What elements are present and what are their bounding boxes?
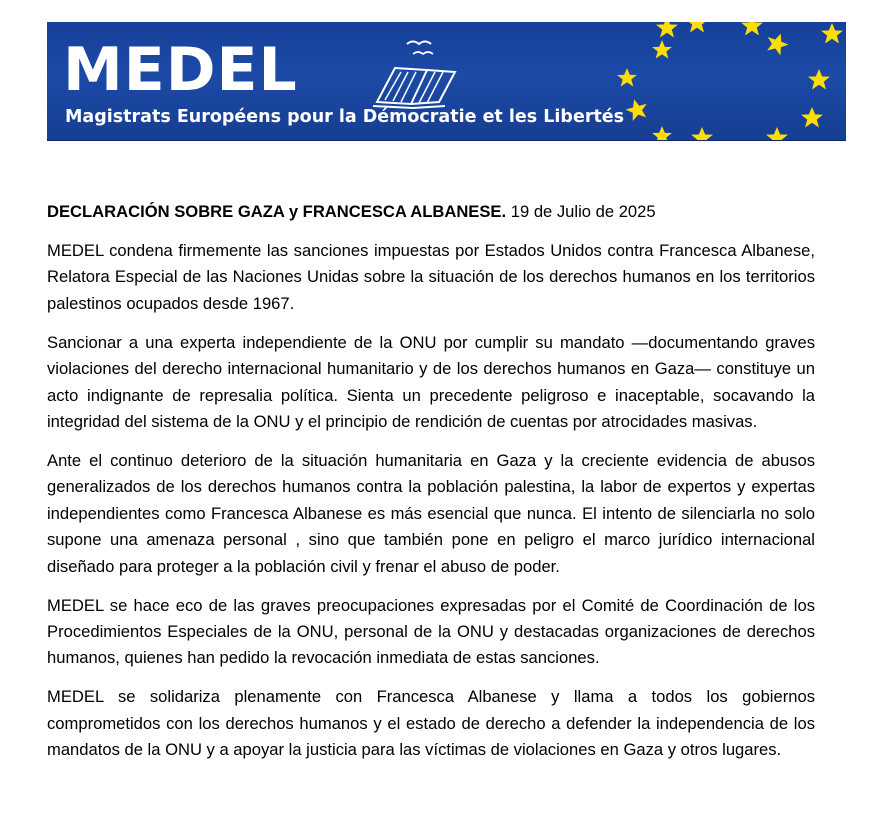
medel-tagline: Magistrats Européens pour la Démocratie et les Libertés xyxy=(65,107,625,127)
paragraph-concerns: MEDEL se hace eco de las graves preocupaciones expresadas por el Comité de Coordinación de los Procedimientos Especiales de la ONU, personal de la ONU y destacadas organizaciones de derechos humanos, quienes han pedido la revocación inmediata de estas sanciones. xyxy=(47,595,815,668)
open-book-birds-icon xyxy=(327,30,477,110)
headline-date: 19 de Julio de 2025 xyxy=(510,202,656,221)
headline-title: DECLARACIÓN SOBRE GAZA y FRANCESCA ALBANESE. xyxy=(47,202,507,221)
headline xyxy=(47,199,815,225)
medel-banner xyxy=(47,22,846,141)
paragraph-solidarity: MEDEL se solidariza plenamente con Francesca Albanese y llama a todos los gobiernos comprometidos con los derechos humanos y el estado de derecho a defender la independencia de los mandatos de la ONU y a apoyar la justicia para las víctimas de violaciones en Gaza y otros lugares. xyxy=(47,687,815,760)
paragraph-condemnation: MEDEL condena firmemente las sanciones impuestas por Estados Unidos contra Francesca Albanese, Relatora Especial de las Naciones Unidas sobre la situación de los derechos humanos en los territorios palestinos ocupados desde 1967. xyxy=(47,241,815,313)
medel-logo-text: MEDEL xyxy=(63,35,298,105)
statement-body xyxy=(47,199,815,776)
paragraph-humanitarian: Ante el continuo deterioro de la situación humanitaria en Gaza y la creciente evidencia de abusos generalizados de los derechos humanos contra la población palestina, la labor de expertos y expertas independientes como Francesca Albanese es más esencial que nunca. El intento de silenciarla no solo supone una amenaza personal , sino que también pone en peligro el marco jurídico internacional diseñado para proteger a la población civil y frenar el abuso de poder. xyxy=(47,451,815,576)
paragraph-retaliation: Sancionar a una experta independiente de la ONU por cumplir su mandato —documentando graves violaciones del derecho internacional humanitario y de los derechos humanos en Gaza— constituye un acto indignante de represalia política. Sienta un precedente peligroso e inaceptable, socavando la integridad del sistema de la ONU y el principio de rendición de cuentas por atrocidades masivas. xyxy=(47,332,815,432)
eu-stars-icon xyxy=(577,22,846,141)
